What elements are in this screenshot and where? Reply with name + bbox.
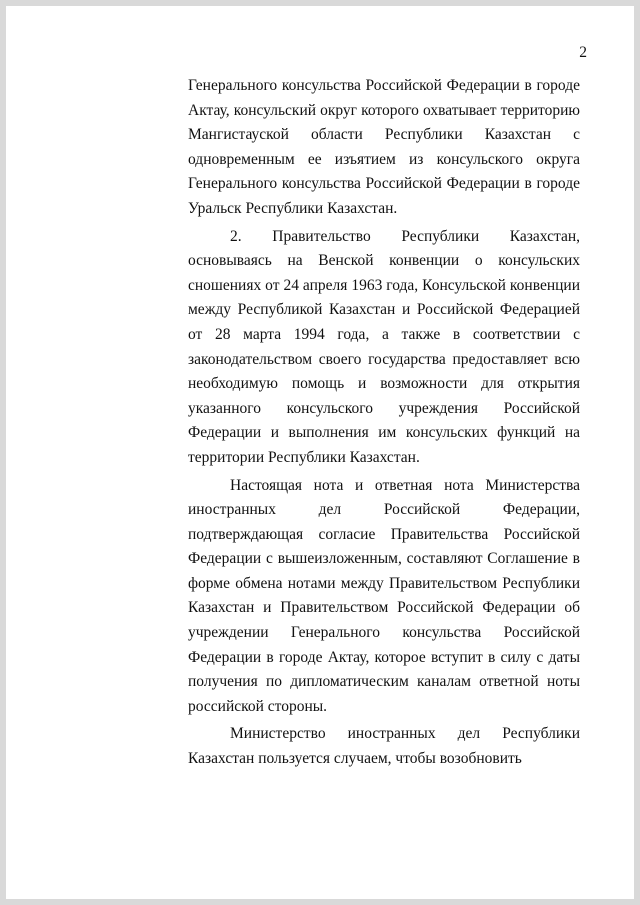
paragraph-1: Генерального консульства Российской Федерации в городе Актау, консульский округ которого охватывает территорию Мангистауской области Республики Казахстан с одновременным ее изъятием из консульского округа Генерального консульства Российской Федерации в городе Уральск Республики Казахстан. — [188, 77, 580, 217]
paragraph-4: Министерство иностранных дел Республики Казахстан пользуется случаем, чтобы возобновить — [188, 725, 580, 768]
paragraph-3: Настоящая нота и ответная нота Министерства иностранных дел Российской Федерации, подтверждающая согласие Правительства Российской Федерации с вышеизложенным, составляют Соглашение в форме обмена нотами между Правительством Республики Казахстан и Правительством Российской Федерации об учреждении Генерального консульства Российской Федерации в городе Актау, которое вступит в силу с даты получения по дипломатическим каналам ответной ноты российской стороны. — [188, 476, 580, 715]
document-body — [188, 74, 580, 775]
page-number: 2 — [579, 44, 587, 61]
document-page — [6, 6, 634, 899]
paragraph-2: 2. Правительство Республики Казахстан, основываясь на Венской конвенции о консульских сношениях от 24 апреля 1963 года, Консульской конвенции между Республикой Казахстан и Российской Федерацией от 28 марта 1994 года, а также в соответствии с законодательством своего государства предоставляет всю необходимую помощь и возможности для открытия указанного консульского учреждения Российской Федерации и выполнения им консульских функций на территории Республики Казахстан. — [188, 227, 580, 466]
